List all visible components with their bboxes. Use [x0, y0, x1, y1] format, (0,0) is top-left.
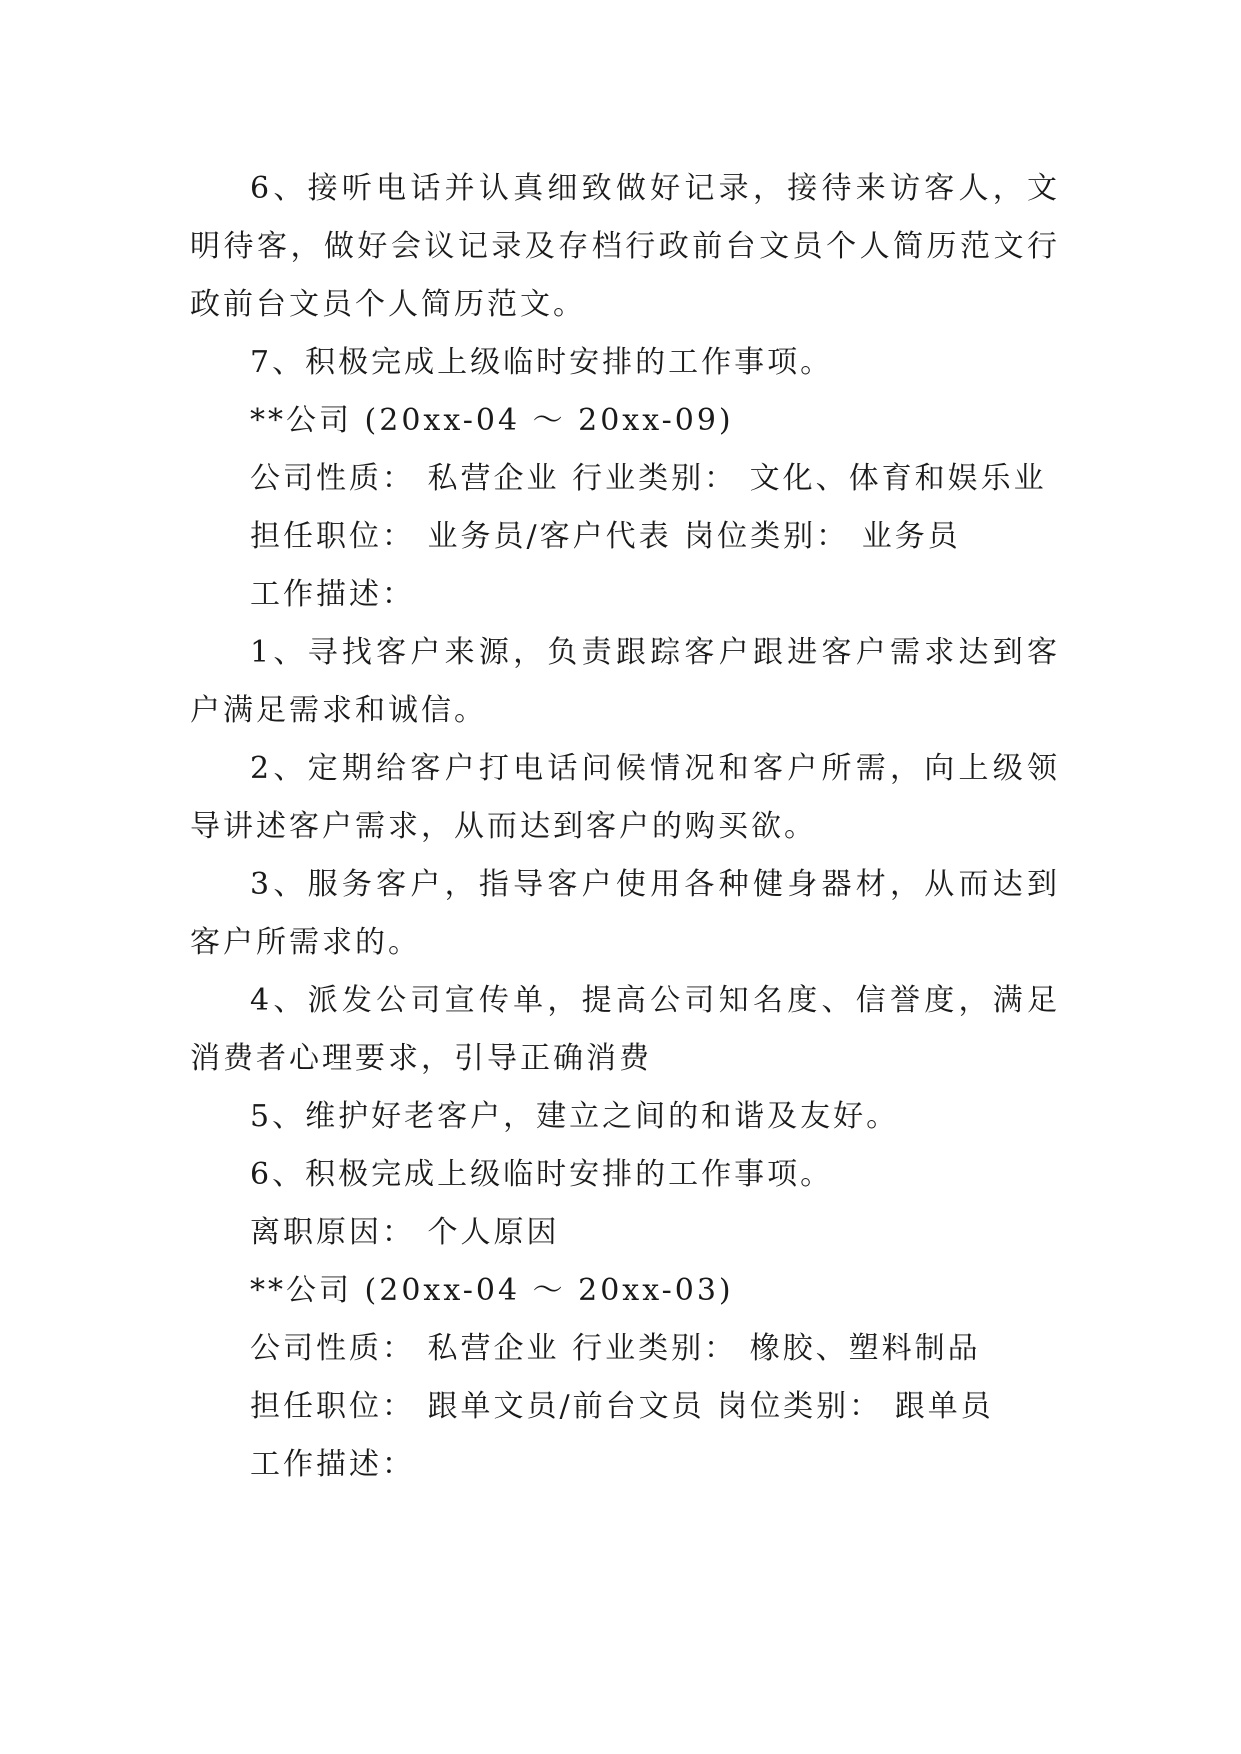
paragraph: 5、维护好老客户，建立之间的和谐及友好。 [250, 1099, 900, 1134]
paragraph: 1、寻找客户来源，负责跟踪客户跟进客户需求达到客户满足需求和诚信。 [190, 635, 1060, 728]
section-label: 工作描述： [250, 577, 415, 612]
company-info: 公司性质： 私营企业 行业类别： 文化、体育和娱乐业 [250, 461, 1047, 496]
position-info: 担任职位： 跟单文员/前台文员 岗位类别： 跟单员 [250, 1389, 994, 1424]
paragraph: 2、定期给客户打电话问候情况和客户所需，向上级领导讲述客户需求，从而达到客户的购买欲。 [190, 751, 1060, 844]
paragraph: 6、积极完成上级临时安排的工作事项。 [250, 1157, 834, 1192]
company-heading: **公司 (20xx-04 ～ 20xx-09) [250, 403, 734, 438]
company-heading: **公司 (20xx-04 ～ 20xx-03) [250, 1273, 734, 1308]
company-info: 公司性质： 私营企业 行业类别： 橡胶、塑料制品 [250, 1331, 981, 1366]
paragraph: 7、积极完成上级临时安排的工作事项。 [250, 345, 834, 380]
document-body [190, 160, 1060, 1494]
leave-reason: 离职原因： 个人原因 [250, 1215, 560, 1250]
section-label: 工作描述： [250, 1447, 415, 1482]
paragraph: 4、派发公司宣传单，提高公司知名度、信誉度，满足消费者心理要求，引导正确消费 [190, 983, 1060, 1076]
paragraph: 6、接听电话并认真细致做好记录，接待来访客人，文明待客，做好会议记录及存档行政前台文员个人简历范文行政前台文员个人简历范文。 [190, 171, 1060, 322]
paragraph: 3、服务客户，指导客户使用各种健身器材，从而达到客户所需求的。 [190, 867, 1060, 960]
position-info: 担任职位： 业务员/客户代表 岗位类别： 业务员 [250, 519, 961, 554]
